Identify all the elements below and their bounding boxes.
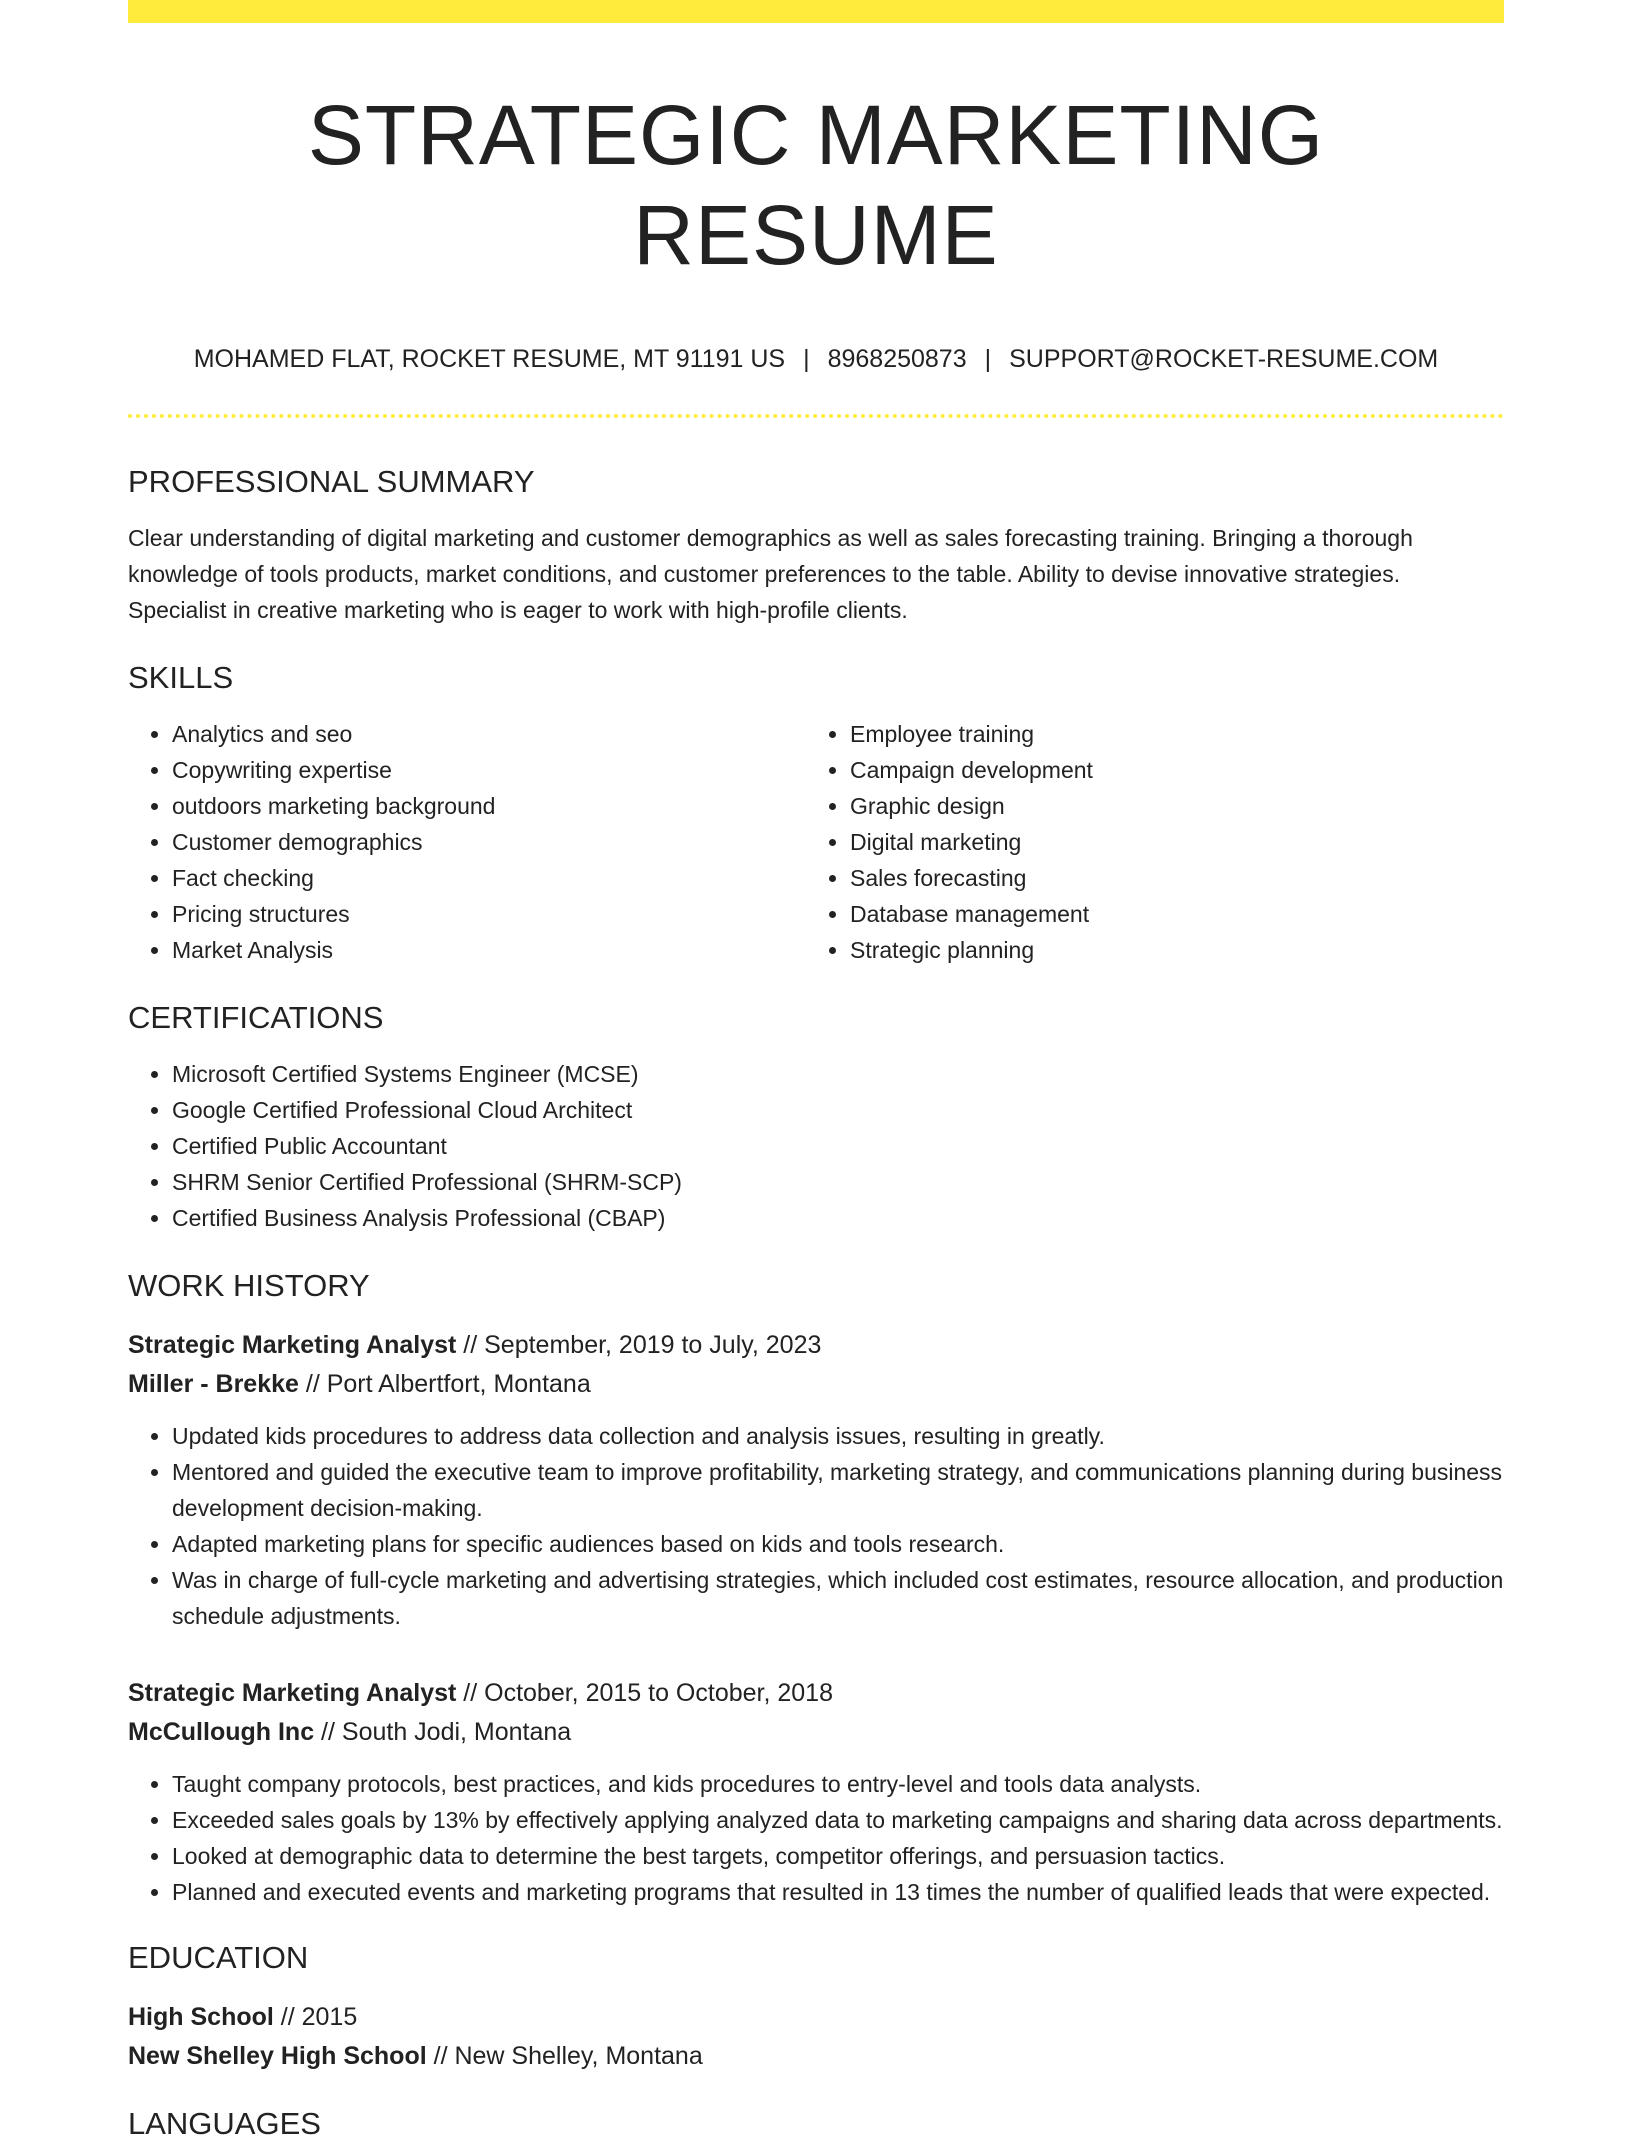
section-professional-summary bbox=[128, 462, 1504, 628]
certification-item: • Microsoft Certified Systems Engineer (MCSE) bbox=[172, 1056, 1504, 1092]
job-bullets bbox=[128, 1418, 1504, 1634]
job-company: McCullough Inc bbox=[128, 1718, 315, 1746]
section-work-history bbox=[128, 1266, 1504, 1910]
contact-address: MOHAMED FLAT, ROCKET RESUME, MT 91191 US bbox=[193, 345, 786, 373]
job-title-line bbox=[128, 1674, 1504, 1713]
skill-item: • Market Analysis bbox=[172, 932, 806, 968]
education-school-line bbox=[128, 2037, 1504, 2076]
section-education bbox=[128, 1938, 1504, 2076]
section-heading: CERTIFICATIONS bbox=[128, 1000, 384, 1035]
certification-item: • Google Certified Professional Cloud Architect bbox=[172, 1092, 1504, 1128]
skill-item: • Digital marketing bbox=[850, 824, 1484, 860]
job-title: Strategic Marketing Analyst bbox=[128, 1331, 457, 1359]
section-heading: LANGUAGES bbox=[128, 2106, 321, 2141]
job-bullet: • Planned and executed events and marketing programs that resulted in 13 times the number of qualified leads that were expected. bbox=[172, 1874, 1504, 1910]
job-bullet: • Looked at demographic data to determine the best targets, competitor offerings, and persuasion tactics. bbox=[172, 1838, 1504, 1874]
education-degree-line bbox=[128, 1998, 1504, 2037]
skill-item: • Graphic design bbox=[850, 788, 1484, 824]
job-company-line bbox=[128, 1713, 1504, 1752]
section-heading: PROFESSIONAL SUMMARY bbox=[128, 464, 535, 499]
education-year: // 2015 bbox=[273, 2003, 358, 2031]
skills-column-left bbox=[128, 716, 806, 968]
education-school: New Shelley High School bbox=[128, 2042, 427, 2070]
section-languages bbox=[128, 2104, 1504, 2144]
resume-title: STRATEGIC MARKETING RESUME bbox=[307, 88, 1325, 282]
job-dates: // September, 2019 to July, 2023 bbox=[456, 1331, 822, 1359]
certification-item: • SHRM Senior Certified Professional (SHRM-SCP) bbox=[172, 1164, 1504, 1200]
section-certifications bbox=[128, 998, 1504, 1236]
job-location: // South Jodi, Montana bbox=[314, 1718, 572, 1746]
resume-page bbox=[128, 0, 1504, 2144]
job-company-line bbox=[128, 1365, 1504, 1404]
summary-paragraph: Clear understanding of digital marketing and customer demographics as well as sales forecasting training. Bringing a thorough knowledge of tools products, market conditions, and customer preferences to the table. Ability to devise innovative strategies. Specialist in creative marketing who is eager to work with high-profile clients. bbox=[128, 525, 1413, 623]
job-title: Strategic Marketing Analyst bbox=[128, 1679, 457, 1707]
skill-item: • Analytics and seo bbox=[172, 716, 806, 752]
skill-item: • Strategic planning bbox=[850, 932, 1484, 968]
job-title-line bbox=[128, 1326, 1504, 1365]
skill-item: • Employee training bbox=[850, 716, 1484, 752]
certification-item: • Certified Public Accountant bbox=[172, 1128, 1504, 1164]
education-degree: High School bbox=[128, 2003, 274, 2031]
job-bullet: • Exceeded sales goals by 13% by effectively applying analyzed data to marketing campaigns and sharing data across departments. bbox=[172, 1802, 1504, 1838]
contact-separator: | bbox=[984, 345, 992, 373]
skill-item: • Database management bbox=[850, 896, 1484, 932]
section-skills bbox=[128, 658, 1504, 968]
skill-item: • Pricing structures bbox=[172, 896, 806, 932]
skill-item: • Sales forecasting bbox=[850, 860, 1484, 896]
skills-columns bbox=[128, 716, 1504, 968]
skill-item: • Copywriting expertise bbox=[172, 752, 806, 788]
contact-phone: 8968250873 bbox=[827, 345, 967, 373]
job-entry bbox=[128, 1326, 1504, 1634]
contact-email: SUPPORT@ROCKET-RESUME.COM bbox=[1009, 345, 1439, 373]
contact-line bbox=[128, 343, 1504, 375]
accent-top-bar bbox=[128, 0, 1504, 23]
job-bullets bbox=[128, 1766, 1504, 1910]
education-location: // New Shelley, Montana bbox=[426, 2042, 703, 2070]
skills-column-right bbox=[806, 716, 1484, 968]
skill-item: • Fact checking bbox=[172, 860, 806, 896]
section-heading: EDUCATION bbox=[128, 1940, 309, 1975]
job-bullet: • Adapted marketing plans for specific audiences based on kids and tools research. bbox=[172, 1526, 1504, 1562]
skill-item: • Customer demographics bbox=[172, 824, 806, 860]
certification-item: • Certified Business Analysis Professional (CBAP) bbox=[172, 1200, 1504, 1236]
dotted-divider bbox=[128, 414, 1504, 418]
job-company: Miller - Brekke bbox=[128, 1370, 299, 1398]
job-bullet: • Taught company protocols, best practices, and kids procedures to entry-level and tools data analysts. bbox=[172, 1766, 1504, 1802]
contact-separator: | bbox=[803, 345, 810, 373]
job-bullet: • Was in charge of full-cycle marketing and advertising strategies, which included cost estimates, resource allocation, and production schedule adjustments. bbox=[172, 1562, 1504, 1634]
section-heading: WORK HISTORY bbox=[128, 1268, 370, 1303]
skill-item: • Campaign development bbox=[850, 752, 1484, 788]
job-location: // Port Albertfort, Montana bbox=[298, 1370, 591, 1398]
section-heading: SKILLS bbox=[128, 660, 234, 695]
certifications-list bbox=[128, 1056, 1504, 1236]
job-dates: // October, 2015 to October, 2018 bbox=[456, 1679, 833, 1707]
job-bullet: • Updated kids procedures to address data collection and analysis issues, resulting in greatly. bbox=[172, 1418, 1504, 1454]
job-entry bbox=[128, 1674, 1504, 1910]
job-bullet: • Mentored and guided the executive team to improve profitability, marketing strategy, and communications planning during business development decision-making. bbox=[172, 1454, 1504, 1526]
skill-item: • outdoors marketing background bbox=[172, 788, 806, 824]
